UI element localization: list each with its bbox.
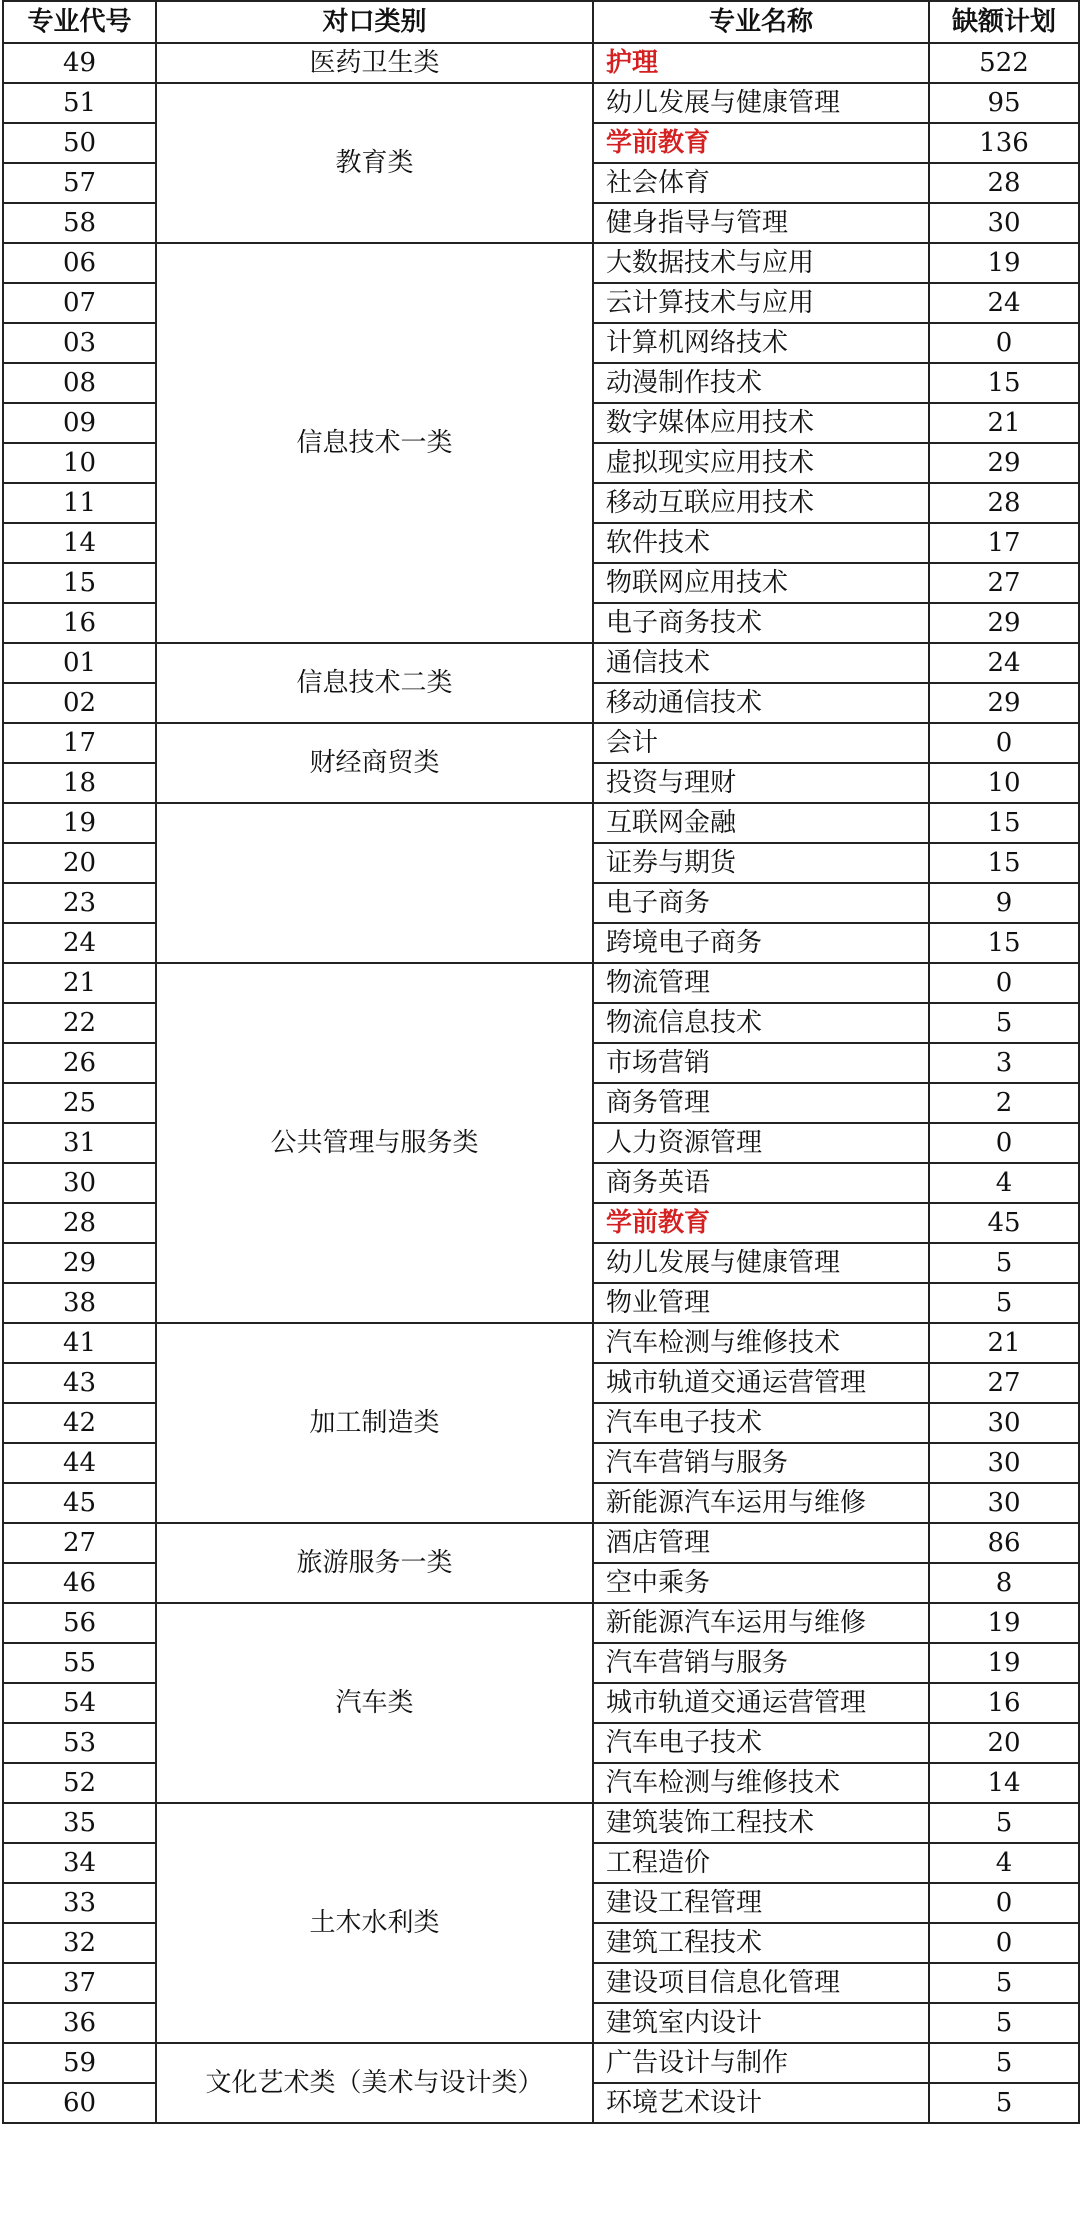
vacancy-quota: 21 — [929, 1323, 1079, 1363]
vacancy-quota: 45 — [929, 1203, 1079, 1243]
major-code: 59 — [3, 2043, 156, 2083]
major-code: 37 — [3, 1963, 156, 2003]
major-code: 16 — [3, 603, 156, 643]
major-name: 幼儿发展与健康管理 — [593, 1243, 929, 1283]
vacancy-quota: 30 — [929, 1483, 1079, 1523]
major-code: 09 — [3, 403, 156, 443]
table-row — [3, 1323, 1079, 1363]
major-code: 21 — [3, 963, 156, 1003]
header-row — [3, 1, 1079, 43]
category-label: 信息技术一类 — [156, 243, 593, 643]
major-name: 云计算技术与应用 — [593, 283, 929, 323]
vacancy-quota: 4 — [929, 1843, 1079, 1883]
header-category: 对口类别 — [156, 1, 593, 43]
category-label: 财经商贸类 — [156, 723, 593, 803]
vacancy-quota: 17 — [929, 523, 1079, 563]
major-code: 43 — [3, 1363, 156, 1403]
major-name: 酒店管理 — [593, 1523, 929, 1563]
vacancy-quota: 20 — [929, 1723, 1079, 1763]
major-name: 广告设计与制作 — [593, 2043, 929, 2083]
category-label: 土木水利类 — [156, 1803, 593, 2043]
vacancy-quota: 5 — [929, 1283, 1079, 1323]
major-name: 动漫制作技术 — [593, 363, 929, 403]
category-label: 公共管理与服务类 — [156, 963, 593, 1323]
table-row — [3, 243, 1079, 283]
major-code: 35 — [3, 1803, 156, 1843]
major-code: 07 — [3, 283, 156, 323]
major-name: 移动互联应用技术 — [593, 483, 929, 523]
major-code: 34 — [3, 1843, 156, 1883]
major-code: 46 — [3, 1563, 156, 1603]
major-code: 25 — [3, 1083, 156, 1123]
major-code: 29 — [3, 1243, 156, 1283]
major-code: 01 — [3, 643, 156, 683]
category-label: 汽车类 — [156, 1603, 593, 1803]
major-code: 10 — [3, 443, 156, 483]
major-code: 02 — [3, 683, 156, 723]
major-name: 物联网应用技术 — [593, 563, 929, 603]
table-row — [3, 1603, 1079, 1643]
major-code: 49 — [3, 43, 156, 83]
vacancy-quota: 30 — [929, 1443, 1079, 1483]
major-code: 26 — [3, 1043, 156, 1083]
major-code: 23 — [3, 883, 156, 923]
major-name: 建筑室内设计 — [593, 2003, 929, 2043]
major-name: 幼儿发展与健康管理 — [593, 83, 929, 123]
vacancy-quota: 5 — [929, 2003, 1079, 2043]
vacancy-quota: 30 — [929, 203, 1079, 243]
vacancy-quota: 9 — [929, 883, 1079, 923]
major-name: 空中乘务 — [593, 1563, 929, 1603]
major-code: 24 — [3, 923, 156, 963]
major-name: 商务管理 — [593, 1083, 929, 1123]
major-code: 11 — [3, 483, 156, 523]
vacancy-quota: 24 — [929, 283, 1079, 323]
major-name: 物业管理 — [593, 1283, 929, 1323]
vacancy-quota: 4 — [929, 1163, 1079, 1203]
major-name: 城市轨道交通运营管理 — [593, 1683, 929, 1723]
major-name: 汽车检测与维修技术 — [593, 1323, 929, 1363]
table-row — [3, 2043, 1079, 2083]
major-code: 30 — [3, 1163, 156, 1203]
vacancy-quota: 136 — [929, 123, 1079, 163]
major-name: 建设项目信息化管理 — [593, 1963, 929, 2003]
major-code: 57 — [3, 163, 156, 203]
major-code: 38 — [3, 1283, 156, 1323]
vacancy-quota: 30 — [929, 1403, 1079, 1443]
vacancy-quota: 15 — [929, 923, 1079, 963]
major-code: 50 — [3, 123, 156, 163]
major-name: 市场营销 — [593, 1043, 929, 1083]
vacancy-quota: 5 — [929, 1803, 1079, 1843]
vacancy-quota: 5 — [929, 1003, 1079, 1043]
vacancy-quota: 86 — [929, 1523, 1079, 1563]
major-code: 17 — [3, 723, 156, 763]
major-name: 移动通信技术 — [593, 683, 929, 723]
vacancy-quota: 522 — [929, 43, 1079, 83]
vacancy-quota: 0 — [929, 723, 1079, 763]
major-code: 18 — [3, 763, 156, 803]
major-name: 大数据技术与应用 — [593, 243, 929, 283]
vacancy-quota: 19 — [929, 1603, 1079, 1643]
vacancy-quota: 10 — [929, 763, 1079, 803]
major-name: 汽车营销与服务 — [593, 1443, 929, 1483]
vacancy-quota: 2 — [929, 1083, 1079, 1123]
vacancy-quota: 29 — [929, 443, 1079, 483]
major-code: 31 — [3, 1123, 156, 1163]
vacancy-quota: 15 — [929, 803, 1079, 843]
vacancy-quota: 29 — [929, 603, 1079, 643]
major-name: 建筑装饰工程技术 — [593, 1803, 929, 1843]
major-name: 健身指导与管理 — [593, 203, 929, 243]
major-name: 互联网金融 — [593, 803, 929, 843]
major-name: 新能源汽车运用与维修 — [593, 1483, 929, 1523]
table-row — [3, 43, 1079, 83]
category-label — [156, 803, 593, 963]
vacancy-quota: 0 — [929, 1923, 1079, 1963]
vacancy-quota: 27 — [929, 563, 1079, 603]
major-code: 32 — [3, 1923, 156, 1963]
major-name: 数字媒体应用技术 — [593, 403, 929, 443]
major-code: 53 — [3, 1723, 156, 1763]
major-name: 社会体育 — [593, 163, 929, 203]
major-code: 55 — [3, 1643, 156, 1683]
major-name: 新能源汽车运用与维修 — [593, 1603, 929, 1643]
vacancy-quota: 16 — [929, 1683, 1079, 1723]
major-code: 54 — [3, 1683, 156, 1723]
table-row — [3, 803, 1079, 843]
table-row — [3, 1803, 1079, 1843]
major-name: 汽车检测与维修技术 — [593, 1763, 929, 1803]
category-label: 旅游服务一类 — [156, 1523, 593, 1603]
major-name: 汽车电子技术 — [593, 1723, 929, 1763]
major-code: 41 — [3, 1323, 156, 1363]
major-name: 电子商务 — [593, 883, 929, 923]
major-name: 汽车电子技术 — [593, 1403, 929, 1443]
major-code: 58 — [3, 203, 156, 243]
major-code: 60 — [3, 2083, 156, 2123]
table-row — [3, 83, 1079, 123]
major-name: 人力资源管理 — [593, 1123, 929, 1163]
vacancy-quota: 0 — [929, 1883, 1079, 1923]
major-name: 电子商务技术 — [593, 603, 929, 643]
table-row — [3, 643, 1079, 683]
header-major-code: 专业代号 — [3, 1, 156, 43]
major-name: 物流信息技术 — [593, 1003, 929, 1043]
major-code: 52 — [3, 1763, 156, 1803]
major-code: 33 — [3, 1883, 156, 1923]
vacancy-quota: 19 — [929, 1643, 1079, 1683]
table-row — [3, 1523, 1079, 1563]
vacancy-quota: 29 — [929, 683, 1079, 723]
major-name-highlighted: 学前教育 — [593, 123, 929, 163]
major-name: 软件技术 — [593, 523, 929, 563]
major-name: 建设工程管理 — [593, 1883, 929, 1923]
major-code: 36 — [3, 2003, 156, 2043]
vacancy-quota: 15 — [929, 843, 1079, 883]
major-code: 15 — [3, 563, 156, 603]
major-name: 汽车营销与服务 — [593, 1643, 929, 1683]
vacancy-quota: 27 — [929, 1363, 1079, 1403]
vacancy-quota: 8 — [929, 1563, 1079, 1603]
major-code: 06 — [3, 243, 156, 283]
vacancy-quota: 5 — [929, 2083, 1079, 2123]
enrollment-table — [2, 0, 1080, 2124]
major-name: 通信技术 — [593, 643, 929, 683]
major-name: 物流管理 — [593, 963, 929, 1003]
table-header — [3, 1, 1079, 43]
major-code: 45 — [3, 1483, 156, 1523]
header-major-name: 专业名称 — [593, 1, 929, 43]
table-row — [3, 963, 1079, 1003]
major-name: 城市轨道交通运营管理 — [593, 1363, 929, 1403]
vacancy-quota: 0 — [929, 323, 1079, 363]
major-name: 计算机网络技术 — [593, 323, 929, 363]
table-row — [3, 723, 1079, 763]
category-label: 文化艺术类（美术与设计类） — [156, 2043, 593, 2123]
major-code: 42 — [3, 1403, 156, 1443]
major-name-highlighted: 护理 — [593, 43, 929, 83]
major-code: 08 — [3, 363, 156, 403]
major-name: 商务英语 — [593, 1163, 929, 1203]
major-code: 28 — [3, 1203, 156, 1243]
major-name: 会计 — [593, 723, 929, 763]
vacancy-quota: 19 — [929, 243, 1079, 283]
vacancy-quota: 28 — [929, 483, 1079, 523]
vacancy-quota: 15 — [929, 363, 1079, 403]
major-code: 44 — [3, 1443, 156, 1483]
major-code: 20 — [3, 843, 156, 883]
major-name: 证券与期货 — [593, 843, 929, 883]
major-name-highlighted: 学前教育 — [593, 1203, 929, 1243]
category-label: 加工制造类 — [156, 1323, 593, 1523]
vacancy-quota: 5 — [929, 1963, 1079, 2003]
vacancy-quota: 0 — [929, 963, 1079, 1003]
major-code: 19 — [3, 803, 156, 843]
table-body — [3, 43, 1079, 2123]
major-code: 22 — [3, 1003, 156, 1043]
major-code: 14 — [3, 523, 156, 563]
vacancy-quota: 21 — [929, 403, 1079, 443]
major-code: 03 — [3, 323, 156, 363]
major-code: 51 — [3, 83, 156, 123]
major-name: 跨境电子商务 — [593, 923, 929, 963]
vacancy-quota: 3 — [929, 1043, 1079, 1083]
major-name: 投资与理财 — [593, 763, 929, 803]
vacancy-quota: 5 — [929, 2043, 1079, 2083]
major-name: 工程造价 — [593, 1843, 929, 1883]
vacancy-quota: 5 — [929, 1243, 1079, 1283]
vacancy-quota: 14 — [929, 1763, 1079, 1803]
vacancy-quota: 0 — [929, 1123, 1079, 1163]
vacancy-quota: 24 — [929, 643, 1079, 683]
major-code: 56 — [3, 1603, 156, 1643]
major-name: 环境艺术设计 — [593, 2083, 929, 2123]
major-code: 27 — [3, 1523, 156, 1563]
vacancy-quota: 95 — [929, 83, 1079, 123]
major-name: 建筑工程技术 — [593, 1923, 929, 1963]
major-name: 虚拟现实应用技术 — [593, 443, 929, 483]
category-label: 信息技术二类 — [156, 643, 593, 723]
category-label: 教育类 — [156, 83, 593, 243]
category-label: 医药卫生类 — [156, 43, 593, 83]
vacancy-quota: 28 — [929, 163, 1079, 203]
header-vacancy-plan: 缺额计划 — [929, 1, 1079, 43]
